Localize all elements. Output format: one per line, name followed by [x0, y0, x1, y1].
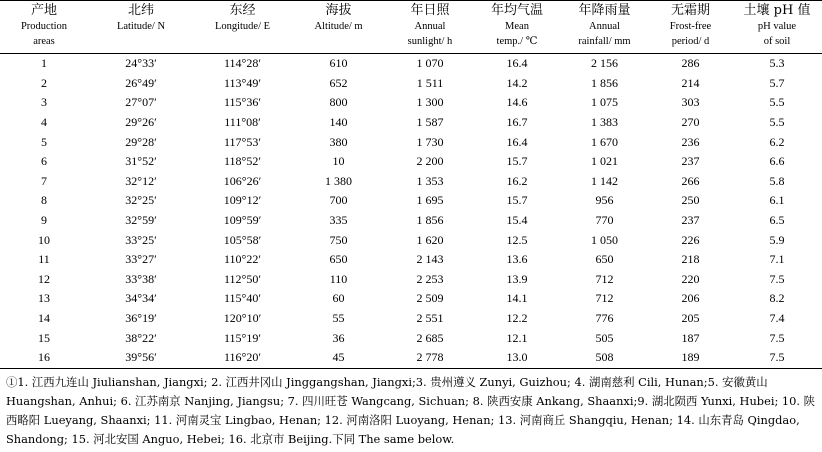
cell-altitude: 110: [329, 271, 348, 286]
table-row: [0, 270, 822, 290]
cell-soil-ph: 7.5: [769, 271, 785, 286]
footnote-line: Shandong; 15. 河北安国 Anguo, Hebei; 16. 北京市 Beijing.下同 The same below.: [6, 432, 455, 446]
cell-altitude: 60: [332, 291, 345, 306]
cell-annual-rainfall: 1 142: [591, 173, 618, 188]
cell-annual-rainfall: 770: [595, 213, 614, 228]
cell-soil-ph: 5.5: [769, 115, 785, 130]
cell-latitude: 32°12′: [125, 173, 157, 188]
cell-production-area: 11: [38, 252, 50, 267]
cell-latitude: 32°59′: [125, 213, 157, 228]
cell-soil-ph: 7.5: [769, 330, 785, 345]
cell-soil-ph: 8.2: [769, 291, 785, 306]
cell-soil-ph: 6.1: [769, 193, 785, 208]
cell-production-area: 10: [38, 232, 50, 247]
table-row: [0, 191, 822, 211]
table-row: [0, 328, 822, 348]
cell-annual-rainfall: 2 156: [591, 56, 618, 71]
header-mean-temp: [474, 1, 560, 54]
cell-frost-free-period: 237: [681, 154, 700, 169]
header-label-en: Longitude/ E: [214, 21, 271, 32]
cell-annual-sunlight: 1 730: [416, 134, 444, 149]
cell-frost-free-period: 214: [681, 75, 700, 90]
cell-frost-free-period: 286: [681, 56, 700, 71]
cell-annual-sunlight: 2 551: [416, 311, 444, 326]
cell-mean-temp: 14.1: [506, 291, 528, 306]
cell-longitude: 115°19′: [224, 330, 261, 345]
cell-longitude: 118°52′: [224, 154, 261, 169]
table-row: [0, 74, 822, 94]
header-label-en: sunlight/ h: [407, 36, 453, 47]
cell-annual-rainfall: 505: [595, 330, 614, 345]
cell-annual-rainfall: 1 856: [591, 75, 618, 90]
cell-soil-ph: 5.9: [769, 232, 785, 247]
cell-longitude: 113°49′: [224, 75, 261, 90]
cell-latitude: 29°28′: [125, 134, 157, 149]
cell-annual-sunlight: 2 778: [416, 350, 444, 365]
cell-production-area: 14: [38, 311, 50, 326]
cell-longitude: 117°53′: [224, 134, 261, 149]
cell-frost-free-period: 237: [681, 213, 700, 228]
header-label-en: temp./ ℃: [496, 36, 538, 47]
cell-mean-temp: 13.6: [506, 252, 528, 267]
header-frost-free-period: [649, 1, 732, 54]
cell-frost-free-period: 270: [681, 115, 700, 130]
cell-latitude: 27°07′: [125, 95, 157, 110]
cell-frost-free-period: 303: [681, 95, 700, 110]
table-row: [0, 250, 822, 270]
cell-mean-temp: 12.1: [506, 330, 528, 345]
cell-frost-free-period: 266: [681, 173, 700, 188]
cell-latitude: 34°34′: [125, 291, 157, 306]
cell-annual-sunlight: 2 200: [416, 154, 444, 169]
cell-annual-rainfall: 1 383: [591, 115, 618, 130]
header-label-en: Annual: [589, 21, 620, 32]
cell-mean-temp: 16.7: [506, 115, 528, 130]
cell-longitude: 115°36′: [224, 95, 261, 110]
cell-mean-temp: 13.0: [506, 350, 528, 365]
cell-annual-sunlight: 1 856: [416, 213, 444, 228]
header-label-zh: 海拔: [325, 3, 352, 18]
header-label-zh: 产地: [30, 3, 57, 18]
cell-latitude: 33°38′: [125, 271, 157, 286]
cell-soil-ph: 6.6: [769, 154, 785, 169]
cell-mean-temp: 16.4: [506, 56, 528, 71]
cell-frost-free-period: 189: [681, 350, 700, 365]
header-soil-ph: [732, 1, 822, 54]
cell-latitude: 36°19′: [125, 311, 157, 326]
cell-latitude: 29°26′: [125, 115, 157, 130]
cell-frost-free-period: 226: [681, 232, 700, 247]
cell-latitude: 24°33′: [125, 56, 157, 71]
cell-soil-ph: 5.3: [769, 56, 785, 71]
cell-altitude: 750: [329, 232, 348, 247]
cell-annual-sunlight: 1 587: [416, 115, 444, 130]
cell-longitude: 109°12′: [223, 193, 262, 208]
header-label-zh: 东经: [229, 3, 256, 18]
table-row: [0, 348, 822, 368]
cell-longitude: 120°10′: [223, 311, 262, 326]
header-label-en: Mean: [505, 21, 529, 32]
cell-production-area: 16: [38, 350, 50, 365]
table-row: [0, 211, 822, 231]
cell-production-area: 8: [41, 193, 47, 208]
footnote: [6, 373, 818, 449]
header-longitude: [194, 1, 291, 54]
cell-soil-ph: 7.4: [769, 311, 785, 326]
cell-production-area: 6: [41, 154, 47, 169]
cell-latitude: 26°49′: [125, 75, 157, 90]
cell-production-area: 7: [41, 173, 47, 188]
cell-annual-rainfall: 508: [595, 350, 614, 365]
cell-longitude: 115°40′: [224, 291, 261, 306]
cell-annual-rainfall: 1 075: [591, 95, 618, 110]
cell-mean-temp: 15.4: [506, 213, 528, 228]
cell-production-area: 2: [41, 75, 47, 90]
table-row: [0, 230, 822, 250]
cell-altitude: 800: [329, 95, 348, 110]
header-label-en: pH value: [757, 21, 797, 32]
cell-soil-ph: 6.2: [769, 134, 785, 149]
table-header: [0, 1, 822, 54]
cell-production-area: 12: [38, 271, 50, 286]
header-label-en: areas: [33, 36, 55, 47]
cell-production-area: 9: [41, 213, 47, 228]
cell-altitude: 335: [329, 213, 348, 228]
cell-annual-sunlight: 2 685: [416, 330, 444, 345]
header-annual-rainfall: [560, 1, 649, 54]
cell-longitude: 106°26′: [223, 173, 262, 188]
cell-production-area: 1: [41, 56, 47, 71]
table-row: [0, 152, 822, 172]
cell-altitude: 36: [332, 330, 345, 345]
table-row: [0, 289, 822, 309]
table-body: [0, 54, 822, 369]
cell-altitude: 650: [329, 252, 348, 267]
cell-mean-temp: 13.9: [506, 271, 528, 286]
cell-soil-ph: 7.1: [769, 252, 785, 267]
cell-mean-temp: 15.7: [506, 193, 528, 208]
table-row: [0, 309, 822, 329]
cell-annual-sunlight: 1 300: [416, 95, 444, 110]
cell-annual-rainfall: 712: [595, 271, 614, 286]
cell-annual-sunlight: 1 070: [416, 56, 444, 71]
cell-longitude: 114°28′: [224, 56, 261, 71]
cell-altitude: 55: [332, 311, 345, 326]
header-label-zh: 年降雨量: [578, 3, 631, 18]
table-row: [0, 132, 822, 152]
cell-annual-sunlight: 1 620: [416, 232, 444, 247]
cell-annual-sunlight: 1 695: [416, 193, 444, 208]
cell-mean-temp: 12.5: [506, 232, 528, 247]
header-label-en: Annual: [414, 21, 446, 32]
header-label-zh: 年日照: [410, 3, 450, 18]
cell-production-area: 5: [41, 134, 47, 149]
cell-mean-temp: 16.2: [506, 173, 528, 188]
cell-soil-ph: 7.5: [769, 350, 785, 365]
table-row: [0, 172, 822, 192]
cell-annual-sunlight: 2 509: [416, 291, 444, 306]
header-label-en: rainfall/ mm: [578, 36, 631, 47]
cell-latitude: 32°25′: [125, 193, 157, 208]
cell-longitude: 110°22′: [224, 252, 261, 267]
cell-annual-rainfall: 650: [595, 252, 614, 267]
cell-soil-ph: 5.8: [769, 173, 785, 188]
footnote-line: 西略阳 Lueyang, Shaanxi; 11. 河南灵宝 Lingbao, Henan; 12. 河南洛阳 Luoyang, Henan; 13. 河南商丘 Shangqiu, Henan; 14. 山东青岛 Qingdao,: [6, 413, 800, 427]
cell-annual-sunlight: 1 511: [416, 75, 444, 90]
cell-frost-free-period: 220: [681, 271, 700, 286]
cell-frost-free-period: 236: [681, 134, 700, 149]
cell-mean-temp: 16.4: [506, 134, 528, 149]
cell-annual-sunlight: 1 353: [416, 173, 444, 188]
cell-production-area: 3: [41, 95, 47, 110]
cell-longitude: 112°50′: [224, 271, 261, 286]
cell-frost-free-period: 218: [681, 252, 700, 267]
cell-altitude: 652: [329, 75, 348, 90]
header-altitude: [291, 1, 386, 54]
cell-latitude: 33°27′: [125, 252, 157, 267]
header-label-en: period/ d: [671, 36, 710, 47]
header-label-zh: 无霜期: [670, 3, 710, 18]
header-label-en: Production: [20, 21, 68, 32]
header-label-zh: 土壤 pH 值: [743, 3, 811, 18]
cell-annual-sunlight: 2 253: [416, 271, 444, 286]
cell-frost-free-period: 250: [681, 193, 700, 208]
cell-annual-rainfall: 1 670: [591, 134, 618, 149]
cell-production-area: 15: [38, 330, 50, 345]
cell-altitude: 700: [329, 193, 348, 208]
header-label-zh: 北纬: [127, 3, 154, 18]
cell-annual-rainfall: 776: [595, 311, 614, 326]
cell-frost-free-period: 206: [681, 291, 700, 306]
header-production-area: [0, 1, 88, 54]
cell-annual-rainfall: 1 050: [591, 232, 618, 247]
table-row: [0, 93, 822, 113]
cell-altitude: 140: [329, 115, 348, 130]
cell-longitude: 105°58′: [223, 232, 262, 247]
cell-soil-ph: 6.5: [769, 213, 785, 228]
header-label-en: Altitude/ m: [314, 21, 363, 32]
cell-mean-temp: 14.6: [506, 95, 528, 110]
cell-altitude: 1 380: [325, 173, 352, 188]
cell-annual-sunlight: 2 143: [416, 252, 444, 267]
cell-production-area: 13: [38, 291, 50, 306]
cell-mean-temp: 14.2: [506, 75, 528, 90]
cell-longitude: 109°59′: [223, 213, 262, 228]
cell-altitude: 10: [332, 154, 345, 169]
header-label-en: Latitude/ N: [116, 21, 166, 32]
footnote-line: ①1. 江西九连山 Jiulianshan, Jiangxi; 2. 江西井冈山 Jinggangshan, Jiangxi;3. 贵州遵义 Zunyi, Guizhou; 4. 湖南慈利 Cili, Hunan;5. 安徽黄山: [6, 375, 768, 389]
header-row: [0, 1, 822, 54]
cell-altitude: 610: [329, 56, 348, 71]
cell-frost-free-period: 205: [681, 311, 700, 326]
table-row: [0, 113, 822, 133]
header-latitude: [88, 1, 194, 54]
cell-production-area: 4: [41, 115, 47, 130]
cell-soil-ph: 5.7: [769, 75, 785, 90]
cell-mean-temp: 15.7: [506, 154, 528, 169]
cell-annual-rainfall: 712: [595, 291, 614, 306]
header-label-en: Frost-free: [669, 21, 712, 32]
table-row: [0, 54, 822, 74]
cell-annual-rainfall: 956: [595, 193, 614, 208]
cell-longitude: 111°08′: [224, 115, 261, 130]
cell-latitude: 38°22′: [125, 330, 157, 345]
header-label-en: of soil: [763, 36, 791, 47]
cell-annual-rainfall: 1 021: [591, 154, 618, 169]
header-label-zh: 年均气温: [490, 3, 543, 18]
cell-mean-temp: 12.2: [506, 311, 528, 326]
cell-soil-ph: 5.5: [769, 95, 785, 110]
cell-frost-free-period: 187: [681, 330, 700, 345]
cell-altitude: 45: [332, 350, 345, 365]
cell-altitude: 380: [329, 134, 348, 149]
cell-latitude: 31°52′: [125, 154, 157, 169]
footnote-line: Huangshan, Anhui; 6. 江苏南京 Nanjing, Jiangsu; 7. 四川旺苍 Wangcang, Sichuan; 8. 陕西安康 Ankang, Shaanxi;9. 湖北陨西 Yunxi, Hubei; 10. 陕: [6, 394, 816, 408]
header-annual-sunlight: [386, 1, 474, 54]
cell-longitude: 116°20′: [224, 350, 261, 365]
cell-latitude: 33°25′: [125, 232, 157, 247]
cell-latitude: 39°56′: [125, 350, 157, 365]
